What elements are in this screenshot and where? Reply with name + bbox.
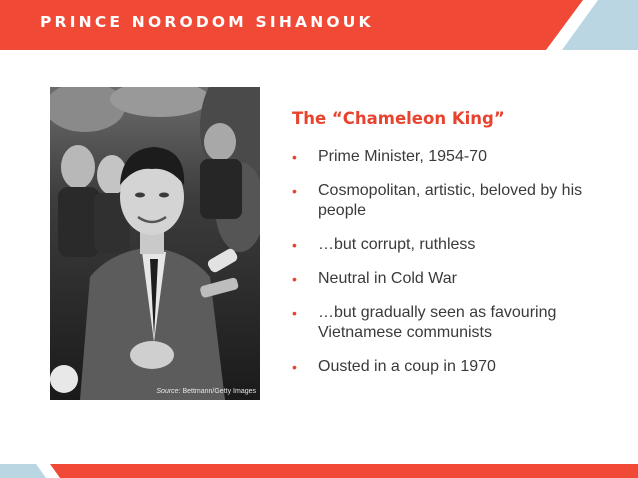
bullet-item [292,147,612,167]
caption-text: Bettmann/Getty Images [180,388,256,395]
bullet-icon: • [292,183,297,199]
portrait-photo [50,87,260,400]
bullet-list [292,147,612,391]
bullet-icon: • [292,305,297,321]
bullet-text: Neutral in Cold War [318,270,458,287]
photo-image [50,87,260,400]
bullet-text: Cosmopolitan, artistic, beloved by his people [318,182,583,219]
bullet-icon: • [292,359,297,375]
bullet-text: …but corrupt, ruthless [318,236,476,253]
bullet-icon: • [292,149,297,165]
bullet-item [292,357,612,377]
caption-label: Source: [156,388,181,395]
bullet-text: Ousted in a coup in 1970 [318,358,496,375]
bullet-item [292,303,612,343]
footer-band [0,464,638,478]
photo-caption [156,388,256,395]
bullet-item [292,235,612,255]
bullet-icon: • [292,237,297,253]
bullet-text: …but gradually seen as favouring Vietnamese communists [318,304,557,341]
page-title: PRINCE NORODOM SIHANOUK [40,13,374,31]
slide-subtitle: The “Chameleon King” [292,109,505,128]
bullet-text: Prime Minister, 1954-70 [318,148,487,165]
bullet-item [292,269,612,289]
bullet-icon: • [292,271,297,287]
bullet-item [292,181,612,221]
